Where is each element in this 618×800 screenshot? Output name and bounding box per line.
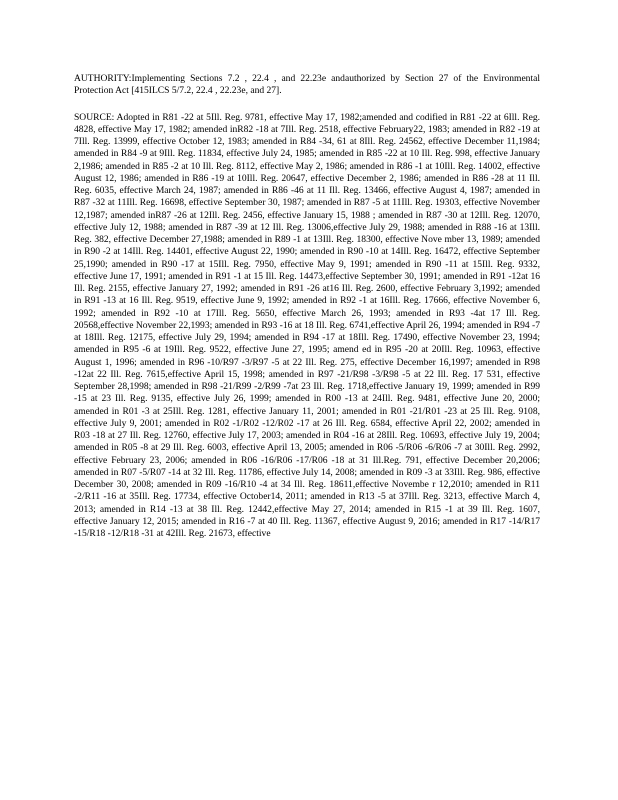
authority-note: AUTHORITY:Implementing Sections 7.2 , 22.4 , and 22.23e andauthorized by Section 27 of the Environmental Protection Act [415ILCS 5/7.2, 22.4 , 22.23e, and 27].: [74, 73, 540, 97]
document-page: [74, 73, 540, 540]
source-note: SOURCE: Adopted in R81 -22 at 5Ill. Reg. 9781, effective May 17, 1982;amended and codified in R81 -22 at 6Ill. Reg. 4828, effective May 17, 1982; amended inR82 -18 at 7Ill. Reg. 2518, effective February22, 1983; amended in R82 -19 at 7Ill. Reg. 13999, effective October 12, 1983; amended in R84 -34, 61 at 8Ill. Reg. 24562, effective December 11,1984; amended in R84 -9 at 9Ill. Reg. 11834, effective July 24, 1985; amended in R85 -22 at 10 Ill. Reg. 998, effective January 2,1986; amended in R85 -2 at 10 Ill. Reg. 8112, effective May 2, 1986; amended in R86 -1 at 10Ill. Reg. 14002, effective August 12, 1986; amended in R86 -19 at 10Ill. Reg. 20647, effective December 2, 1986; amended in R86 -28 at 11 Ill. Reg. 6035, effective March 24, 1987; amended in R86 -46 at 11 Ill. Reg. 13466, effective August 4, 1987; amended in R87 -32 at 11Ill. Reg. 16698, effective September 30, 1987; amended in R87 -5 at 11Ill. Reg. 19303, effective November 12,1987; amended inR87 -26 at 12Ill. Reg. 2456, effective January 15, 1988 ; amended in R87 -30 at 12Ill. Reg. 12070, effective July 12, 1988; amended in R87 -39 at 12 Ill. Reg. 13006,effective July 29, 1988; amended in R88 -16 at 13Ill. Reg. 382, effective December 27,1988; amended in R89 -1 at 13Ill. Reg. 18300, effective Nove mber 13, 1989; amended in R90 -2 at 14Ill. Reg. 14401, effective August 22, 1990; amended in R90 -10 at 14Ill. Reg. 16472, effective September 25,1990; amended in R90 -17 at 15Ill. Reg. 7950, effective May 9, 1991; amended in R90 -11 at 15Ill. Reg. 9332, effective June 17, 1991; amended in R91 -1 at 15 Ill. Reg. 14473,effective September 30, 1991; amended in R91 -12at 16 Ill. Reg. 2155, effective January 27, 1992; amended in R91 -26 at16 Ill. Reg. 2600, effective February 3,1992; amended in R91 -13 at 16 Ill. Reg. 9519, effective June 9, 1992; amended in R92 -1 at 16Ill. Reg. 17666, effective November 6, 1992; amended in R92 -10 at 17Ill. Reg. 5650, effective March 26, 1993; amended in R93 -4at 17 Ill. Reg. 20568,effective November 22,1993; amended in R93 -16 at 18 Ill. Reg. 6741,effective April 26, 1994; amended in R94 -7 at 18Ill. Reg. 12175, effective July 29, 1994; amended in R94 -17 at 18Ill. Reg. 17490, effective November 23, 1994; amended in R95 -6 at 19Ill. Reg. 9522, effective June 27, 1995; amend ed in R95 -20 at 20Ill. Reg. 10963, effective August 1, 1996; amended in R96 -10/R97 -3/R97 -5 at 22 Ill. Reg. 275, effective December 16,1997; amended in R98 -12at 22 Ill. Reg. 7615,effective April 15, 1998; amended in R97 -21/R98 -3/R98 -5 at 22 Ill. Reg. 17 531, effective September 28,1998; amended in R98 -21/R99 -2/R99 -7at 23 Ill. Reg. 1718,effective January 19, 1999; amended in R99 -15 at 23 Ill. Reg. 9135, effective July 26, 1999; amended in R00 -13 at 24Ill. Reg. 9481, effective June 20, 2000; amended in R01 -3 at 25Ill. Reg. 1281, effective January 11, 2001; amended in R01 -21/R01 -23 at 25 Ill. Reg. 9108, effective July 9, 2001; amended in R02 -1/R02 -12/R02 -17 at 26 Ill. Reg. 6584, effective April 22, 2002; amended in R03 -18 at 27 Ill. Reg. 12760, effective July 17, 2003; amended in R04 -16 at 28Ill. Reg. 10693, effective July 19, 2004; amended in R05 -8 at 29 Ill. Reg. 6003, effective April 13, 2005; amended in R06 -5/R06 -6/R06 -7 at 30Ill. Reg. 2992, effective February 23, 2006; amended in R06 -16/R06 -17/R06 -18 at 31 Ill.Reg. 791, effective December 20,2006; amended in R07 -5/R07 -14 at 32 Ill. Reg. 11786, effective July 14, 2008; amended in R09 -3 at 33Ill. Reg. 986, effective December 30, 2008; amended in R09 -16/R10 -4 at 34 Ill. Reg. 18611,effective Novembe r 12,2010; amended in R11 -2/R11 -16 at 35Ill. Reg. 17734, effective October14, 2011; amended in R13 -5 at 37Ill. Reg. 3213, effective March 4, 2013; amended in R14 -13 at 38 Ill. Reg. 12442,effective May 27, 2014; amended in R15 -1 at 39 Ill. Reg. 1607, effective January 12, 2015; amended in R16 -7 at 40 Ill. Reg. 11367, effective August 9, 2016; amended in R17 -14/R17 -15/R18 -12/R18 -31 at 42Ill. Reg. 21673, effective: [74, 111, 540, 539]
